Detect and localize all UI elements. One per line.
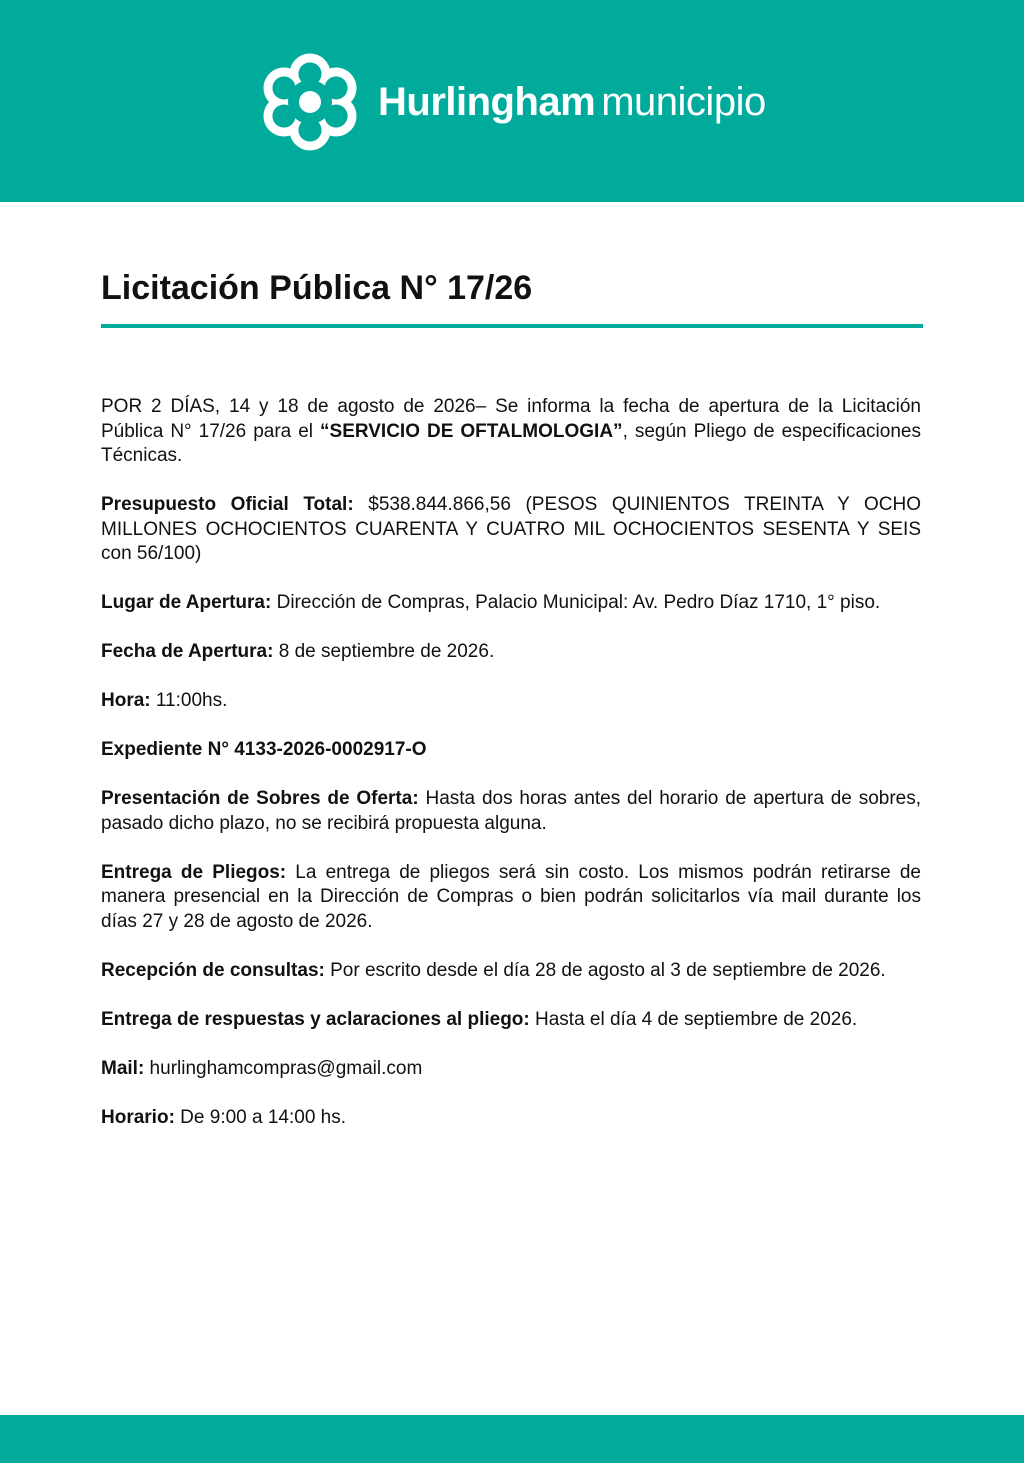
presupuesto-label: Presupuesto Oficial Total: <box>101 494 354 515</box>
fecha-value: 8 de septiembre de 2026. <box>273 641 495 662</box>
logo-suffix: municipio <box>601 80 766 124</box>
mail-paragraph <box>101 1057 921 1082</box>
presentacion-label: Presentación de Sobres de Oferta: <box>101 788 419 809</box>
hora-value: 11:00hs. <box>150 690 228 711</box>
respuestas-label: Entrega de respuestas y aclaraciones al pliego: <box>101 1008 530 1030</box>
horario-paragraph <box>101 1106 921 1131</box>
horario-label: Horario: <box>101 1106 175 1128</box>
expediente-paragraph <box>101 738 921 763</box>
mail-label: Mail: <box>101 1057 145 1079</box>
entrega-pliegos-value: La entrega de pliegos será sin costo. Los mismos podrán retirarse de manera presencial en la Dirección de Compras o bien podrán solicitarlos vía mail durante los días 27 y 28 de agosto de 2026. <box>101 861 921 932</box>
intro-text-before: POR 2 DÍAS, 14 y 18 de agosto de 2026– Se informa la fecha de apertura de la Licitación Pública N° 17/26 para el <box>101 396 921 442</box>
document-body <box>101 395 921 1155</box>
flower-icon <box>262 52 358 152</box>
entrega-pliegos-label: Entrega de Pliegos: <box>101 861 287 883</box>
intro-service: “SERVICIO DE OFTALMOLOGIA” <box>320 420 623 442</box>
intro-text-after: , según Pliego de especificaciones Técnicas. <box>101 420 921 466</box>
hora-paragraph <box>101 689 921 714</box>
horario-value: De 9:00 a 14:00 hs. <box>174 1106 347 1128</box>
lugar-value: Dirección de Compras, Palacio Municipal: Av. Pedro Díaz 1710, 1° piso. <box>271 592 881 613</box>
fecha-paragraph <box>101 640 921 665</box>
footer-band <box>0 1415 1024 1463</box>
lugar-paragraph <box>101 591 921 616</box>
presupuesto-value: $538.844.866,56 (PESOS QUINIENTOS TREINTA Y OCHO MILLONES OCHOCIENTOS CUARENTA Y CUATRO MIL OCHOCIENTOS SESENTA Y SEIS con 56/100) <box>101 494 921 564</box>
mail-value: hurlinghamcompras@gmail.com <box>144 1057 423 1079</box>
logo-wordmark <box>378 82 766 122</box>
logo-brand: Hurlingham <box>378 80 596 124</box>
respuestas-value: Hasta el día 4 de septiembre de 2026. <box>529 1008 858 1030</box>
hora-label: Hora: <box>101 690 151 711</box>
page-title: Licitación Pública N° 17/26 <box>101 269 533 307</box>
respuestas-paragraph <box>101 1008 921 1033</box>
fecha-label: Fecha de Apertura: <box>101 641 274 662</box>
consultas-value: Por escrito desde el día 28 de agosto al 3 de septiembre de 2026. <box>324 959 886 981</box>
municipio-logo <box>262 50 766 154</box>
consultas-paragraph <box>101 959 921 984</box>
entrega-pliegos-paragraph <box>101 861 921 935</box>
presentacion-value: Hasta dos horas antes del horario de apertura de sobres, pasado dicho plazo, no se recibirá propuesta alguna. <box>101 788 921 834</box>
title-divider <box>101 324 923 328</box>
lugar-label: Lugar de Apertura: <box>101 592 272 613</box>
presentacion-paragraph <box>101 787 921 836</box>
intro-paragraph <box>101 395 921 469</box>
expediente-label: Expediente N° 4133-2026-0002917-O <box>101 739 427 760</box>
presupuesto-paragraph <box>101 493 921 567</box>
header-band <box>0 0 1024 202</box>
consultas-label: Recepción de consultas: <box>101 959 325 981</box>
